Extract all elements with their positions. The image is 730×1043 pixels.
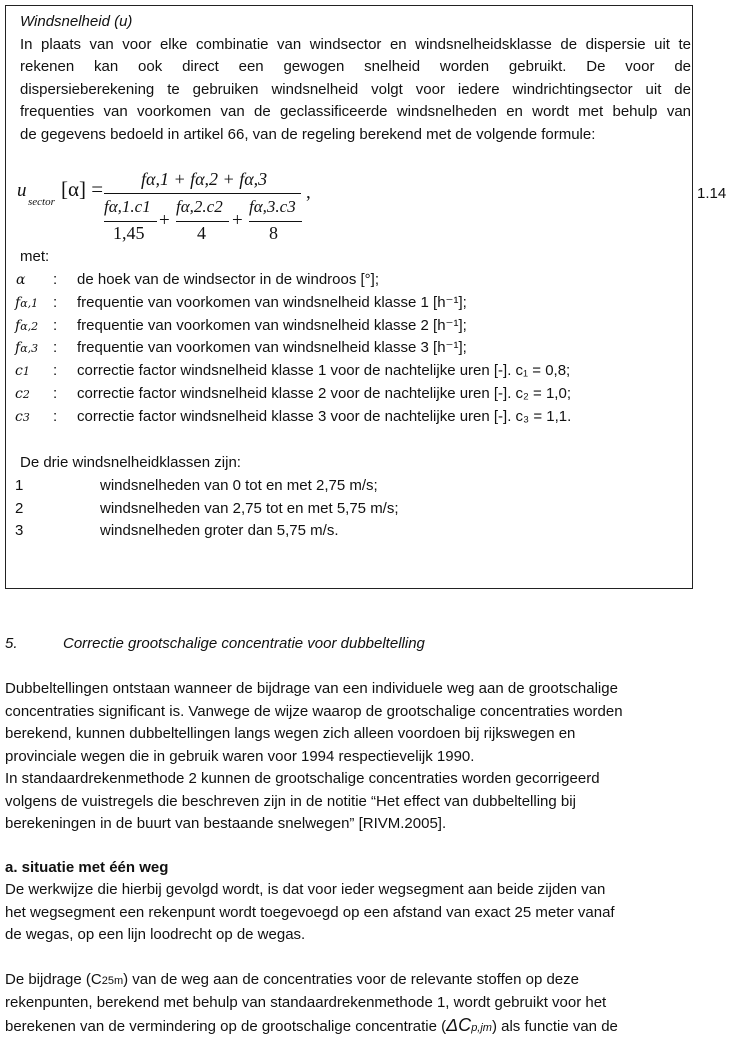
term2-bottom: 4 xyxy=(197,223,206,243)
intro-line-3: dispersieberekening te gebruiken windsnelheid volgt voor iedere windrichtingsector uit de xyxy=(20,81,691,98)
formula-numerator: fα,1 + fα,2 + fα,3 xyxy=(141,169,268,189)
class-number: 1 xyxy=(15,477,24,494)
definition-text: correctie factor windsnelheid klasse 2 voor de nachtelijke uren [-]. c₂ = 1,0; xyxy=(77,385,571,402)
definition-symbol: c3 xyxy=(15,409,30,425)
paragraph-line: concentraties significant is. Vanwege de wijze waarop de grootschalige concentraties worden xyxy=(5,703,623,720)
definition-colon: : xyxy=(53,385,58,402)
class-row-2 xyxy=(6,498,686,520)
definition-symbol: fα,1 xyxy=(15,295,39,311)
paragraph-line: de wegas, op een lijn loodrecht op de wegas. xyxy=(5,926,306,943)
paragraph-line: De werkwijze die hierbij gevolgd wordt, is dat voor ieder wegsegment aan beide zijden van xyxy=(5,881,606,898)
class-number: 2 xyxy=(15,500,24,517)
paragraph-line: rekenpunten, berekend met behulp van standaardrekenmethode 1, wordt gebruikt voor het xyxy=(5,994,607,1011)
intro-line-2: rekenen kan ook direct een gewogen snelheid worden gebruikt. De voor de xyxy=(20,58,691,75)
plus-1: + xyxy=(159,210,170,231)
definition-f2 xyxy=(6,315,686,337)
definition-text: correctie factor windsnelheid klasse 3 voor de nachtelijke uren [-]. c₃ = 1,1. xyxy=(77,408,572,425)
term3-bottom: 8 xyxy=(269,223,278,243)
definition-colon: : xyxy=(53,294,58,311)
paragraph-line: berekend, kunnen dubbeltellingen langs wegen zich alleen voordoen bij rijkswegen en xyxy=(5,725,576,742)
formula-alpha: [α] = xyxy=(61,177,104,201)
plus-2: + xyxy=(232,210,243,231)
definition-text: frequentie van voorkomen van windsnelheid klasse 3 [h⁻¹]; xyxy=(77,339,467,356)
term3-top: fα,3.c3 xyxy=(249,197,296,216)
paragraph-line: provinciale wegen die in gebruik waren voor 1994 respectievelijk 1990. xyxy=(5,748,475,765)
term1-bottom: 1,45 xyxy=(113,223,145,243)
definition-c1 xyxy=(6,360,686,382)
definition-c2 xyxy=(6,383,686,405)
definition-symbol: c2 xyxy=(15,386,30,402)
paragraph-line: het wegsegment een rekenpunt wordt toegevoegd op een afstand van exact 25 meter vanaf xyxy=(5,904,615,921)
definition-f3 xyxy=(6,337,686,359)
wind-speed-box xyxy=(5,5,693,589)
formula-comma: , xyxy=(306,182,311,203)
intro-line-5: de gegevens bedoeld in artikel 66, van de regeling berekend met de volgende formule: xyxy=(20,126,596,143)
formula-u: u xyxy=(17,180,27,201)
class-row-3 xyxy=(6,520,686,542)
met-label: met: xyxy=(20,248,50,265)
definition-symbol: fα,3 xyxy=(15,340,39,356)
intro-line-4: frequenties van voorkomen van de geclassificeerde windsnelheden en wordt met behulp van xyxy=(20,103,691,120)
definition-symbol: fα,2 xyxy=(15,318,39,334)
equation-number: 1.14 xyxy=(697,185,727,202)
definition-text: correctie factor windsnelheid klasse 1 voor de nachtelijke uren [-]. c₁ = 0,8; xyxy=(77,362,571,379)
term1-top: fα,1.c1 xyxy=(104,197,151,216)
paragraph-line: Dubbeltellingen ontstaan wanneer de bijdrage van een individuele weg aan de grootschalige xyxy=(5,680,618,697)
section-title: Correctie grootschalige concentratie voor dubbeltelling xyxy=(63,635,425,652)
intro-line-1: In plaats van voor elke combinatie van windsector en windsnelheidsklasse de dispersie uit te xyxy=(20,36,691,53)
section-heading xyxy=(5,633,425,656)
section-number: 5. xyxy=(5,635,18,652)
definition-f1 xyxy=(6,292,686,314)
paragraph-line: De bijdrage (C25m) van de weg aan de concentraties voor de relevante stoffen op deze xyxy=(5,971,579,988)
main-fraction-bar xyxy=(104,193,301,194)
formula-u-subscript: sector xyxy=(28,196,55,208)
class-text: windsnelheden van 2,75 tot en met 5,75 m/s; xyxy=(100,500,399,517)
paragraph-line: berekenen van de vermindering op de grootschalige concentratie (ΔCp,jm) als functie van de xyxy=(5,1015,618,1035)
definition-colon: : xyxy=(53,408,58,425)
classes-intro: De drie windsnelheidklassen zijn: xyxy=(20,454,241,471)
definition-colon: : xyxy=(53,362,58,379)
paragraph-line: berekeningen in de buurt van bestaande snelwegen” [RIVM.2005]. xyxy=(5,815,447,832)
class-row-1 xyxy=(6,475,686,497)
definition-colon: : xyxy=(53,339,58,356)
definition-text: frequentie van voorkomen van windsnelheid klasse 1 [h⁻¹]; xyxy=(77,294,467,311)
class-number: 3 xyxy=(15,522,24,539)
definition-symbol: α xyxy=(16,272,26,288)
definition-alpha xyxy=(6,269,686,291)
definition-colon: : xyxy=(53,317,58,334)
paragraph-line: volgens de vuistregels die beschreven zijn in de notitie “Het effect van dubbeltelling bij xyxy=(5,793,576,810)
term2-top: fα,2.c2 xyxy=(176,197,223,216)
class-text: windsnelheden van 0 tot en met 2,75 m/s; xyxy=(100,477,378,494)
definition-text: frequentie van voorkomen van windsnelheid klasse 2 [h⁻¹]; xyxy=(77,317,467,334)
definition-colon: : xyxy=(53,271,58,288)
class-text: windsnelheden groter dan 5,75 m/s. xyxy=(100,522,339,539)
box-title: Windsnelheid (u) xyxy=(20,13,133,30)
definition-symbol: c1 xyxy=(15,363,30,379)
paragraph-line: In standaardrekenmethode 2 kunnen de grootschalige concentraties worden gecorrigeerd xyxy=(5,770,600,787)
subsection-a-heading: a. situatie met één weg xyxy=(5,859,169,876)
definition-c3 xyxy=(6,406,686,428)
definition-text: de hoek van de windsector in de windroos [°]; xyxy=(77,271,380,288)
